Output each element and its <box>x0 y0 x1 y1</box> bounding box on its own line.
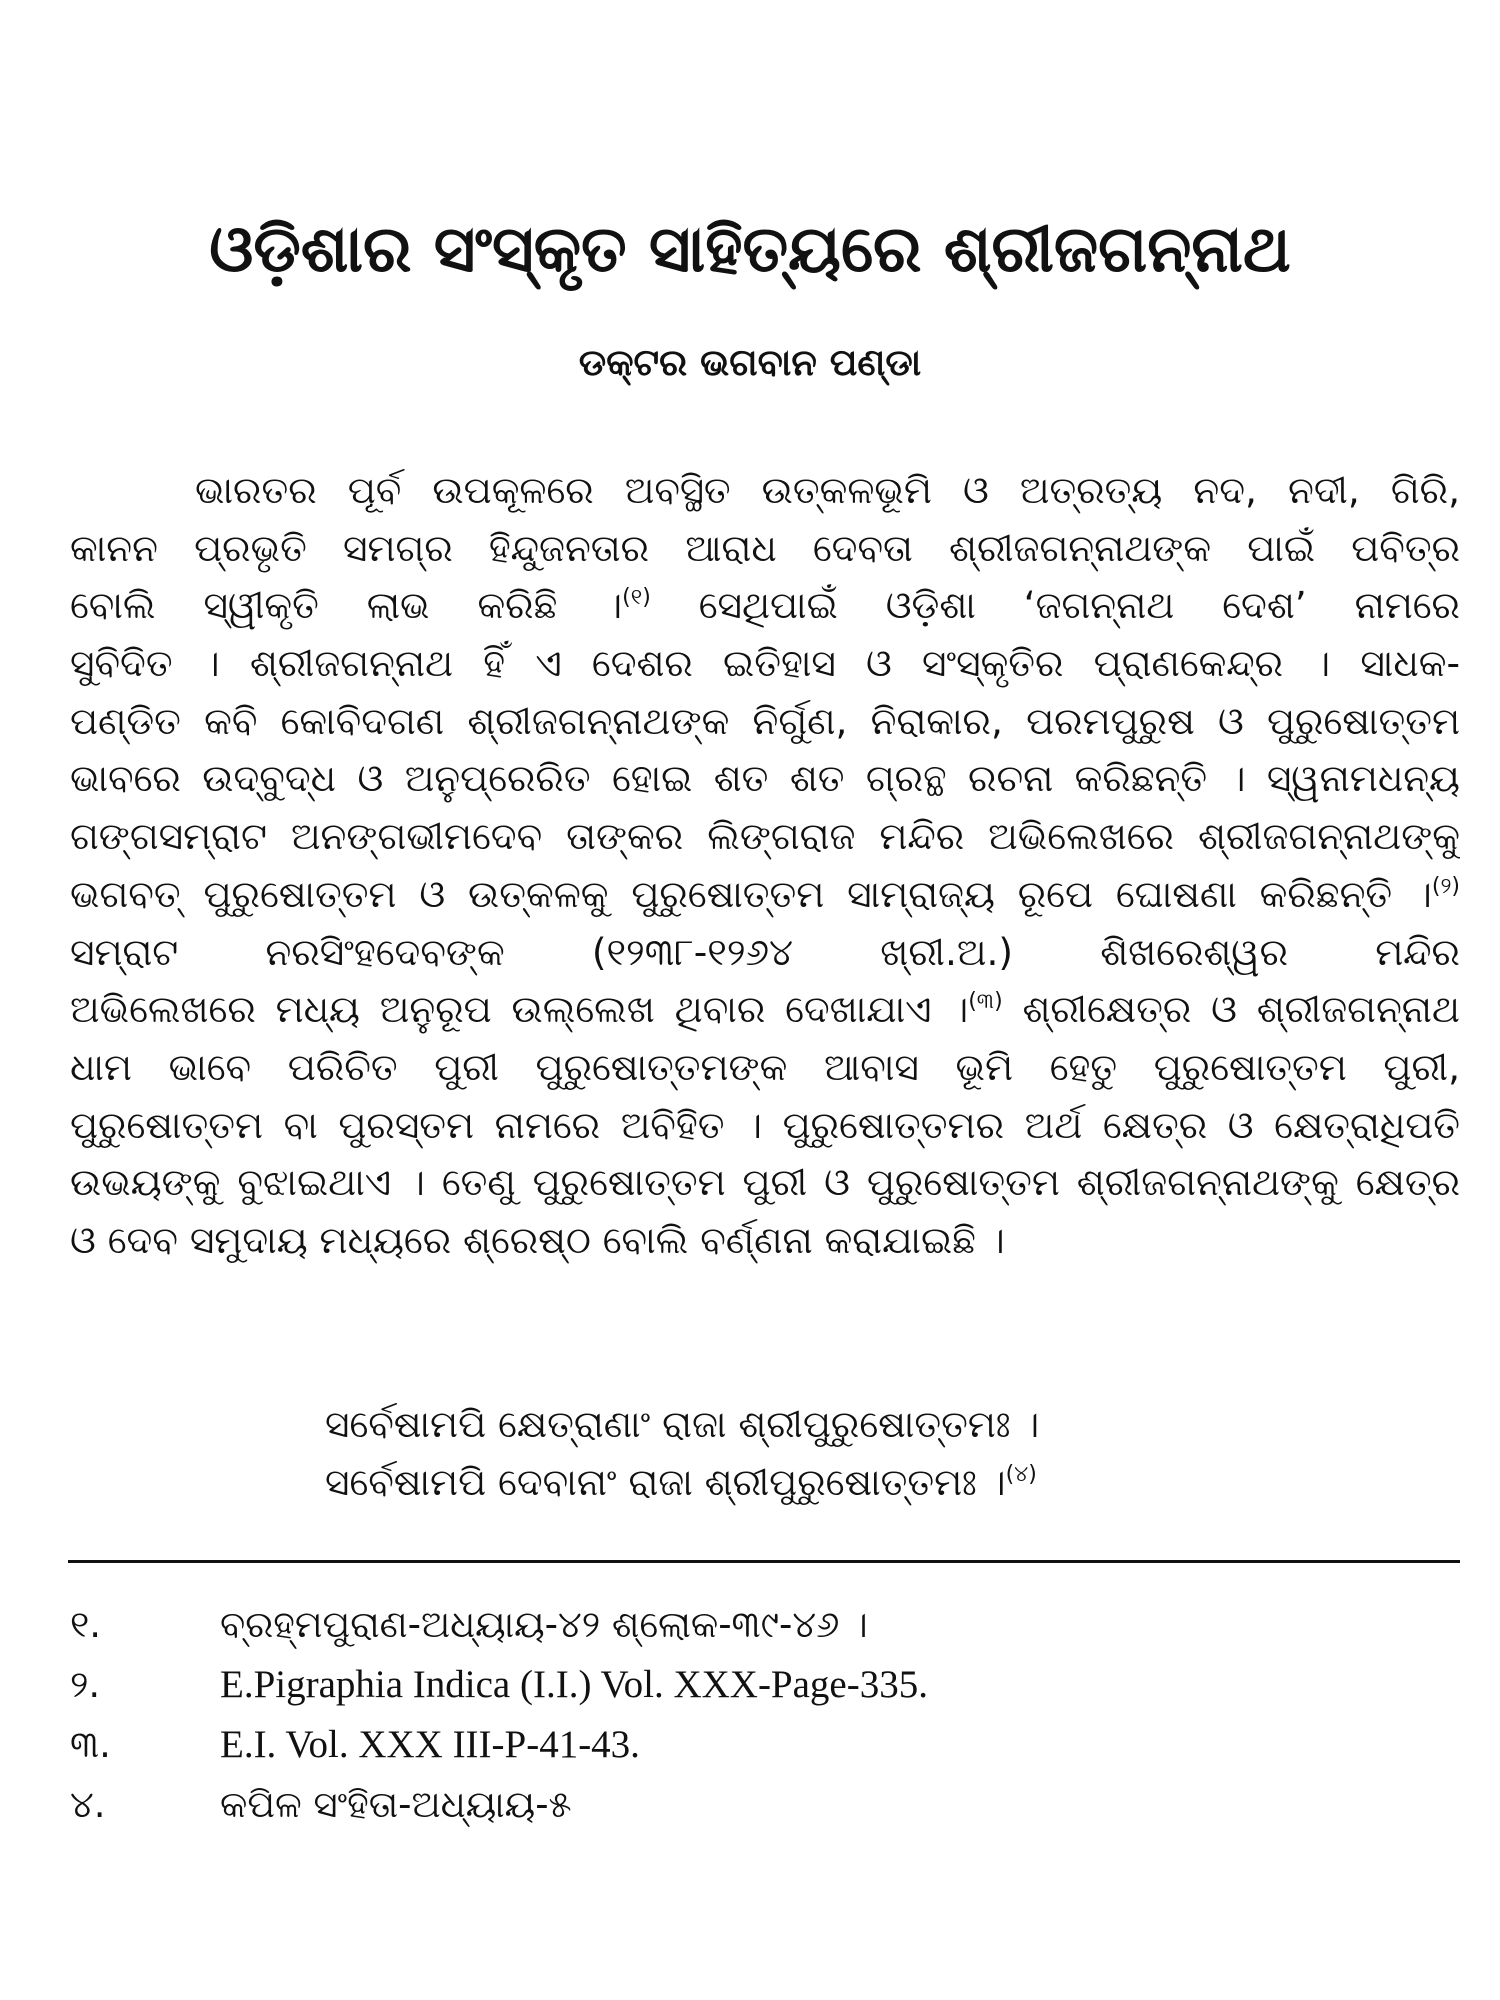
body-line-text: ଧାମ ଭାବେ ପରିଚିତ ପୁରୀ ପୁରୁଷୋତ୍ତମଙ୍କ ଆବାସ ଭୂମି ହେତୁ ପୁରୁଷୋତ୍ତମ ପୁରୀ, <box>70 1044 1460 1089</box>
body-line <box>70 520 1460 578</box>
body-line <box>70 1097 1460 1155</box>
author-name: ଡକ୍ଟର ଭଗବାନ ପଣ୍ଡା <box>578 341 922 384</box>
body-line-text: ସମ୍ରାଟ ନରସିଂହଦେବଙ୍କ (୧୨୩୮-୧୨୬୪ ଖ୍ରୀ.ଅ.) ଶିଖରେଶ୍ୱର ମନ୍ଦିର <box>70 929 1460 974</box>
footnote-number: ୧. <box>70 1603 102 1646</box>
footnote-text: E.Pigraphia Indica (I.I.) Vol. XXX-Page-335. <box>220 1663 928 1706</box>
body-line <box>70 577 1460 635</box>
body-line-text: ପୁରୁଷୋତ୍ତମ ବା ପୁରସ୍ତମ ନାମରେ ଅବିହିତ । ପୁରୁଷୋତ୍ତମର ଅର୍ଥ କ୍ଷେତ୍ର ଓ କ୍ଷେତ୍ରାଧିପତି <box>70 1102 1460 1147</box>
body-line <box>70 1039 1460 1097</box>
body-line-text: ଭଗବତ୍ ପୁରୁଷୋତ୍ତମ ଓ ଉତ୍କଳକୁ ପୁରୁଷୋତ୍ତମ ସାମ୍ରାଜ୍ୟ ରୂପେ ଘୋଷଣା କରିଛନ୍ତି । <box>70 871 1432 916</box>
footnote-ref: (୧) <box>622 585 651 611</box>
verse-line <box>325 1453 1425 1511</box>
footnote-item <box>70 1655 1460 1715</box>
body-line-text: ଓ ଦେବ ସମୁଦାୟ ମଧ୍ୟରେ ଶ୍ରେଷ୍ଠ ବୋଲି ବର୍ଣ୍ଣନା କରାଯାଇଛି । <box>70 1217 1005 1262</box>
footnote-ref: (୩) <box>968 989 1003 1015</box>
footnote-number: ୩. <box>70 1723 111 1766</box>
footnote-number: ୪. <box>70 1783 106 1826</box>
body-line-text: ଉଭୟଙ୍କୁ ବୁଝାଇଥାଏ । ତେଣୁ ପୁରୁଷୋତ୍ତମ ପୁରୀ ଓ ପୁରୁଷୋତ୍ତମ ଶ୍ରୀଜଗନ୍ନାଥଙ୍କୁ କ୍ଷେତ୍ର <box>70 1160 1460 1205</box>
sanskrit-verse <box>325 1395 1425 1511</box>
body-line-text: ସୁବିଦିତ । ଶ୍ରୀଜଗନ୍ନାଥ ହିଁ ଏ ଦେଶର ଇତିହାସ ଓ ସଂସ୍କୃତିର ପ୍ରାଣକେନ୍ଦ୍ର । ସାଧକ- <box>70 641 1460 686</box>
article-title: ଓଡ଼ିଶାର ସଂସ୍କୃତ ସାହିତ୍ୟରେ ଶ୍ରୀଜଗନ୍ନାଥ <box>209 213 1291 287</box>
body-line <box>70 866 1460 924</box>
body-line-text: ଅଭିଲେଖରେ ମଧ୍ୟ ଅନୁରୂପ ଉଲ୍ଲେଖ ଥିବାର ଦେଖାଯାଏ । <box>70 987 969 1032</box>
footnote-ref: (୪) <box>1005 1462 1037 1487</box>
footnote-number: ୨. <box>70 1663 101 1706</box>
footnote-ref: (୨) <box>1431 873 1460 899</box>
body-paragraph <box>70 462 1460 1270</box>
body-line <box>70 1212 1460 1270</box>
body-line <box>70 981 1460 1039</box>
body-line <box>70 1154 1460 1212</box>
body-line <box>70 808 1460 866</box>
body-line-text: ବୋଲି ସ୍ୱୀକୃତି ଲାଭ କରିଛି । <box>70 583 623 628</box>
verse-line-text: ସର୍ବେଷାମପି କ୍ଷେତ୍ରାଣାଂ ରାଜା ଶ୍ରୀପୁରୁଷୋତ୍ତମଃ । <box>325 1402 1040 1446</box>
body-line <box>70 693 1460 751</box>
footnote-text: ବ୍ରହ୍ମପୁରାଣ-ଅଧ୍ୟାୟ-୪୨ ଶ୍ଲୋକ-୩୯-୪୬ । <box>220 1603 868 1646</box>
footnote-text: କପିଳ ସଂହିତା-ଅଧ୍ୟାୟ-୫ <box>220 1783 572 1826</box>
footnote-item <box>70 1595 1460 1655</box>
footnotes-list <box>70 1595 1460 1835</box>
body-line <box>70 924 1460 982</box>
body-line-text: ଶ୍ରୀକ୍ଷେତ୍ର ଓ ଶ୍ରୀଜଗନ୍ନାଥ <box>1002 987 1460 1032</box>
body-line-text: ପଣ୍ଡିତ କବି କୋବିଦଗଣ ଶ୍ରୀଜଗନ୍ନାଥଙ୍କ ନିର୍ଗୁଣ, ନିରାକାର, ପରମପୁରୁଷ ଓ ପୁରୁଷୋତ୍ତମ <box>70 698 1460 743</box>
footnote-item <box>70 1715 1460 1775</box>
verse-line <box>325 1395 1425 1453</box>
body-line-text: ଗଙ୍ଗସମ୍ରାଟ ଅନଙ୍ଗଭୀମଦେବ ତାଙ୍କର ଲିଙ୍ଗରାଜ ମନ୍ଦିର ଅଭିଲେଖରେ ଶ୍ରୀଜଗନ୍ନାଥଙ୍କୁ <box>70 814 1460 859</box>
footnote-item <box>70 1775 1460 1835</box>
verse-line-text: ସର୍ବେଷାମପି ଦେବାନାଂ ରାଜା ଶ୍ରୀପୁରୁଷୋତ୍ତମଃ । <box>325 1460 1006 1504</box>
body-line-text: କାନନ ପ୍ରଭୃତି ସମଗ୍ର ହିନ୍ଦୁଜନତାର ଆରାଧ ଦେବତା ଶ୍ରୀଜଗନ୍ନାଥଙ୍କ ପାଇଁ ପବିତ୍ର <box>70 525 1460 570</box>
body-line <box>70 462 1460 520</box>
body-line <box>70 635 1460 693</box>
body-line-text: ଭାରତର ପୂର୍ବ ଉପକୂଳରେ ଅବସ୍ଥିତ ଉତ୍କଳଭୂମି ଓ ଅତ୍ରତ୍ୟ ନଦ, ନଦୀ, ଗିରି, <box>195 468 1460 512</box>
body-line-text: ଭାବରେ ଉଦ୍‌ବୁଦ୍ଧ ଓ ଅନୁପ୍ରେରିତ ହୋଇ ଶତ ଶତ ଗ୍ରନ୍ଥ ରଚନା କରିଛନ୍ତି । ସ୍ୱନାମଧନ୍ୟ <box>70 756 1460 801</box>
footnote-text: E.I. Vol. XXX III-P-41-43. <box>220 1723 640 1766</box>
body-line <box>70 750 1460 808</box>
body-line-text: ସେଥିପାଇଁ ଓଡ଼ିଶା ‘ଜଗନ୍ନାଥ ଦେଶ’ ନାମରେ <box>650 583 1460 628</box>
footnote-divider <box>68 1560 1460 1563</box>
